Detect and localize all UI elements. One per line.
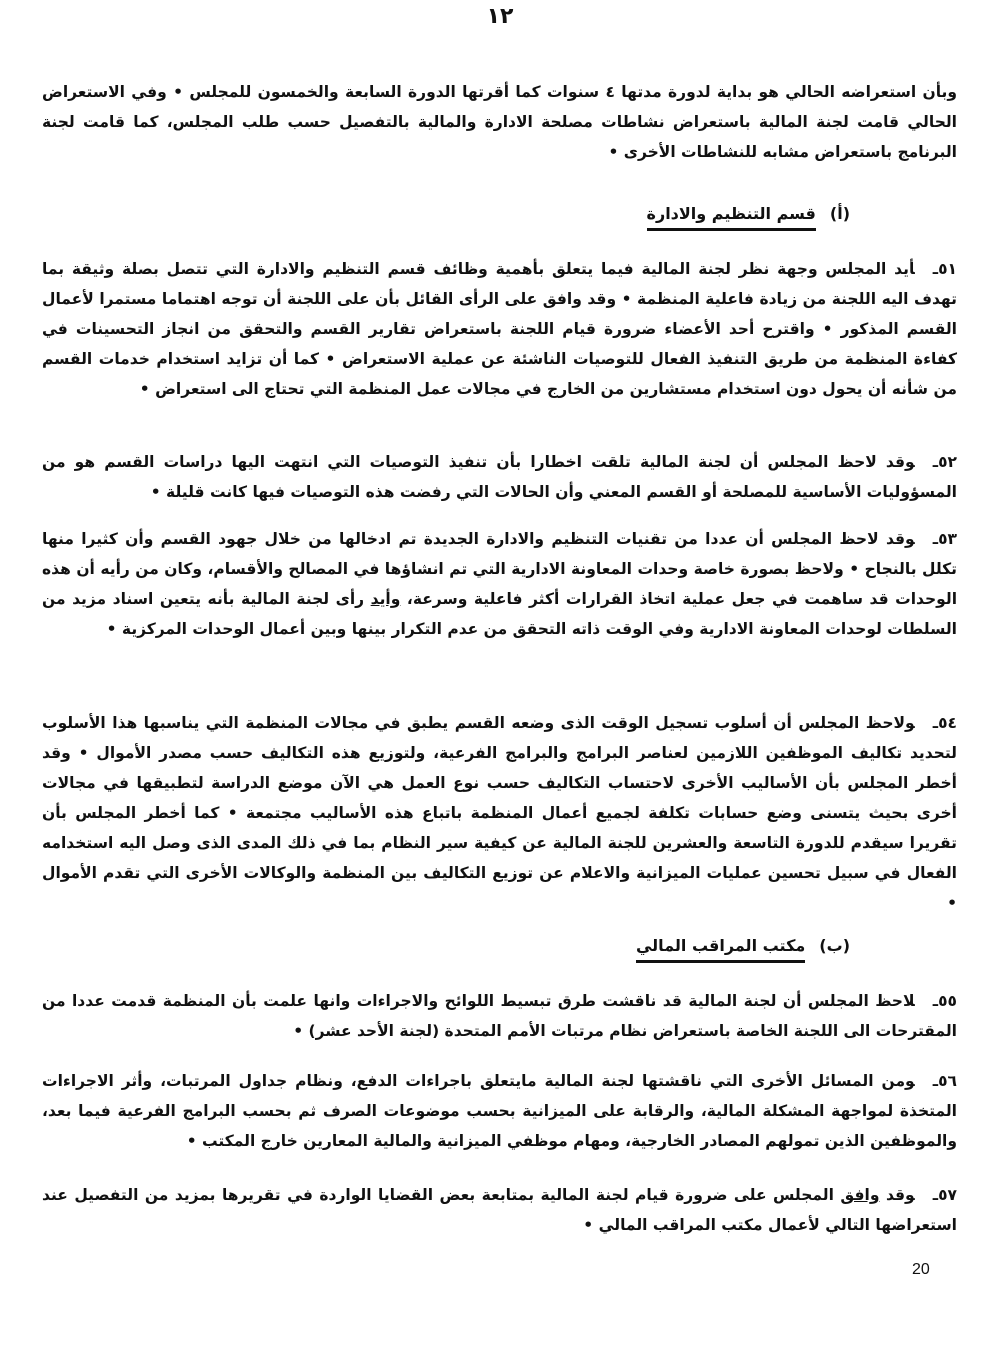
underlined-word: وافق <box>840 1186 880 1204</box>
underlined-word: وأيد <box>370 590 401 608</box>
paragraph-number: ٥٧ـ <box>932 1186 958 1204</box>
paragraph-number: ٥٥ـ <box>932 992 957 1010</box>
paragraph-number: ٥٢ـ <box>932 453 957 471</box>
paragraph-text: ولاحظ المجلس أن أسلوب تسجيل الوقت الذى وضعه القسم يطبق في مجالات المنظمة التي يناسبها هذا الأسلوب لتحديد تكاليف الموظفين اللازمين لعناصر البرامج والبرامج الفرعية، ولتوزيع هذه التكاليف حسب مصدر الأموال • وقد أخطر المجلس بأن الأساليب الأخرى لاحتساب التكاليف حسب نوع العمل هي الآن موضع الدراسة لتطبيقها في مجالات أخرى بحيث يتسنى وضع حسابات تكلفة لجميع أعمال المنظمة باتباع هذه الأساليب مجتمعة • كما أخطر المجلس بأن تقريرا سيقدم للدورة التاسعة والعشرين للجنة المالية عن كيفية سير النظام بما في ذلك المدى الذى وصل اليه استخدامه الفعال في سبيل تحسين عمليات الميزانية والاعلام عن توزيع التكاليف بين المنظمة والوكالات الأخرى التي تقدم الأموال • <box>42 714 957 912</box>
section-heading-a <box>647 204 850 223</box>
paragraph-55 <box>42 986 957 1046</box>
paragraph-number: ٥٣ـ <box>932 530 957 548</box>
paragraph-text: ومن المسائل الأخرى التي ناقشتها لجنة المالية مايتعلق باجراءات الدفع، ونظام جداول المرتبات، وأثر الاجراءات المتخذة لمواجهة المشكلة المالية، والرقابة على الميزانية بحسب موضوعات الصرف ثم بحسب البرامج الفرعية فيما بعد، والموظفين الذين تمولهم المصادر الخارجية، ومهام موظفي الميزانية والمالية المعارين خارج المكتب • <box>42 1072 957 1150</box>
intro-text: وبأن استعراضه الحالي هو بداية لدورة مدتها ٤ سنوات كما أقرتها الدورة السابعة والخمسون للمجلس • وفي الاستعراض الحالي قامت لجنة المالية باستعراض نشاطات مصلحة الادارة والمالية بالتفصيل حسب طلب المجلس، كما قامت لجنة البرنامج باستعراض مشابه للنشاطات الأخرى • <box>42 83 958 161</box>
paragraph-52 <box>42 447 957 507</box>
paragraph-51 <box>42 254 957 404</box>
bottom-page-number: 20 <box>912 1261 930 1278</box>
paragraph-text: لاحظ المجلس أن لجنة المالية قد ناقشت طرق تبسيط اللوائح والاجراءات وانها علمت بأن المنظمة قدمت عددا من المقترحات الى اللجنة الخاصة باستعراض نظام مرتبات الأمم المتحدة (لجنة الأحد عشر) • <box>42 992 957 1040</box>
paragraph-53 <box>42 524 957 644</box>
section-a-title: قسم التنظيم والادارة <box>647 204 816 231</box>
paragraph-text-before: وقد لاحظ المجلس أن عددا من تقنيات التنظيم والادارة الجديدة تم ادخالها من خلال جهود القسم وأن كثيرا منها تكلل بالنجاح • ولاحظ بصورة خاصة وحدات المعاونة الادارية التي تم انشاؤها في المصالح والأقسام، وكان من رأيه أن هذه الوحدات قد ساهمت في جعل عملية اتخاذ القرارات أكثر فاعلية وسرعة، <box>42 530 958 608</box>
paragraph-number: ٥٤ـ <box>932 714 957 732</box>
paragraph-56 <box>42 1066 957 1156</box>
paragraph-text: وقد لاحظ المجلس أن لجنة المالية تلقت اخطارا بأن تنفيذ التوصيات التي انتهت اليها دراسات القسم هو من المسؤوليات الأساسية للمصلحة أو القسم المعني وأن الحالات التي رفضت هذه التوصيات فيها كانت قليلة • <box>42 453 957 501</box>
paragraph-text-after: المجلس على ضرورة قيام لجنة المالية بمتابعة بعض القضايا الواردة في تقريرها بمزيد من التفصيل عند استعراضها التالي لأعمال مكتب المراقب المالي • <box>42 1186 957 1234</box>
paragraph-57 <box>42 1180 957 1240</box>
section-b-title: مكتب المراقب المالي <box>636 936 805 963</box>
paragraph-text-before: وقد <box>879 1186 915 1204</box>
top-page-number: ١٢ <box>486 4 514 29</box>
paragraph-54 <box>42 708 957 918</box>
paragraph-number: ٥١ـ <box>932 260 957 278</box>
paragraph-number: ٥٦ـ <box>932 1072 957 1090</box>
paragraph-text-after: رأى لجنة المالية بأنه يتعين اسناد مزيد من السلطات لوحدات المعاونة الادارية وفي الوقت ذاته التحقق من عدم التكرار بينها وبين أعمال الوحدات المركزية • <box>42 590 957 638</box>
section-heading-b <box>636 936 850 955</box>
section-a-label: (أ) <box>829 204 850 223</box>
intro-paragraph <box>42 77 957 167</box>
section-b-label: (ب) <box>819 936 850 955</box>
paragraph-text: أيد المجلس وجهة نظر لجنة المالية فيما يتعلق بأهمية وظائف قسم التنظيم والادارة التي تتصل بصلة وثيقة بما تهدف اليه اللجنة من زيادة فاعلية المنظمة • وقد وافق على الرأى القائل بأن على اللجنة أن توجه اهتماما مستمرا لأعمال القسم المذكور • واقترح أحد الأعضاء ضرورة قيام اللجنة باستعراض تقارير القسم والتحقق من انجاز التحسينات في كفاءة المنظمة من طريق التنفيذ الفعال للتوصيات الناشئة عن عملية الاستعراض • كما أن تزايد استخدام خدمات القسم من شأنه أن يحول دون استخدام مستشارين من الخارج في مجالات عمل المنظمة التي تحتاج الى استعراض • <box>42 260 957 398</box>
